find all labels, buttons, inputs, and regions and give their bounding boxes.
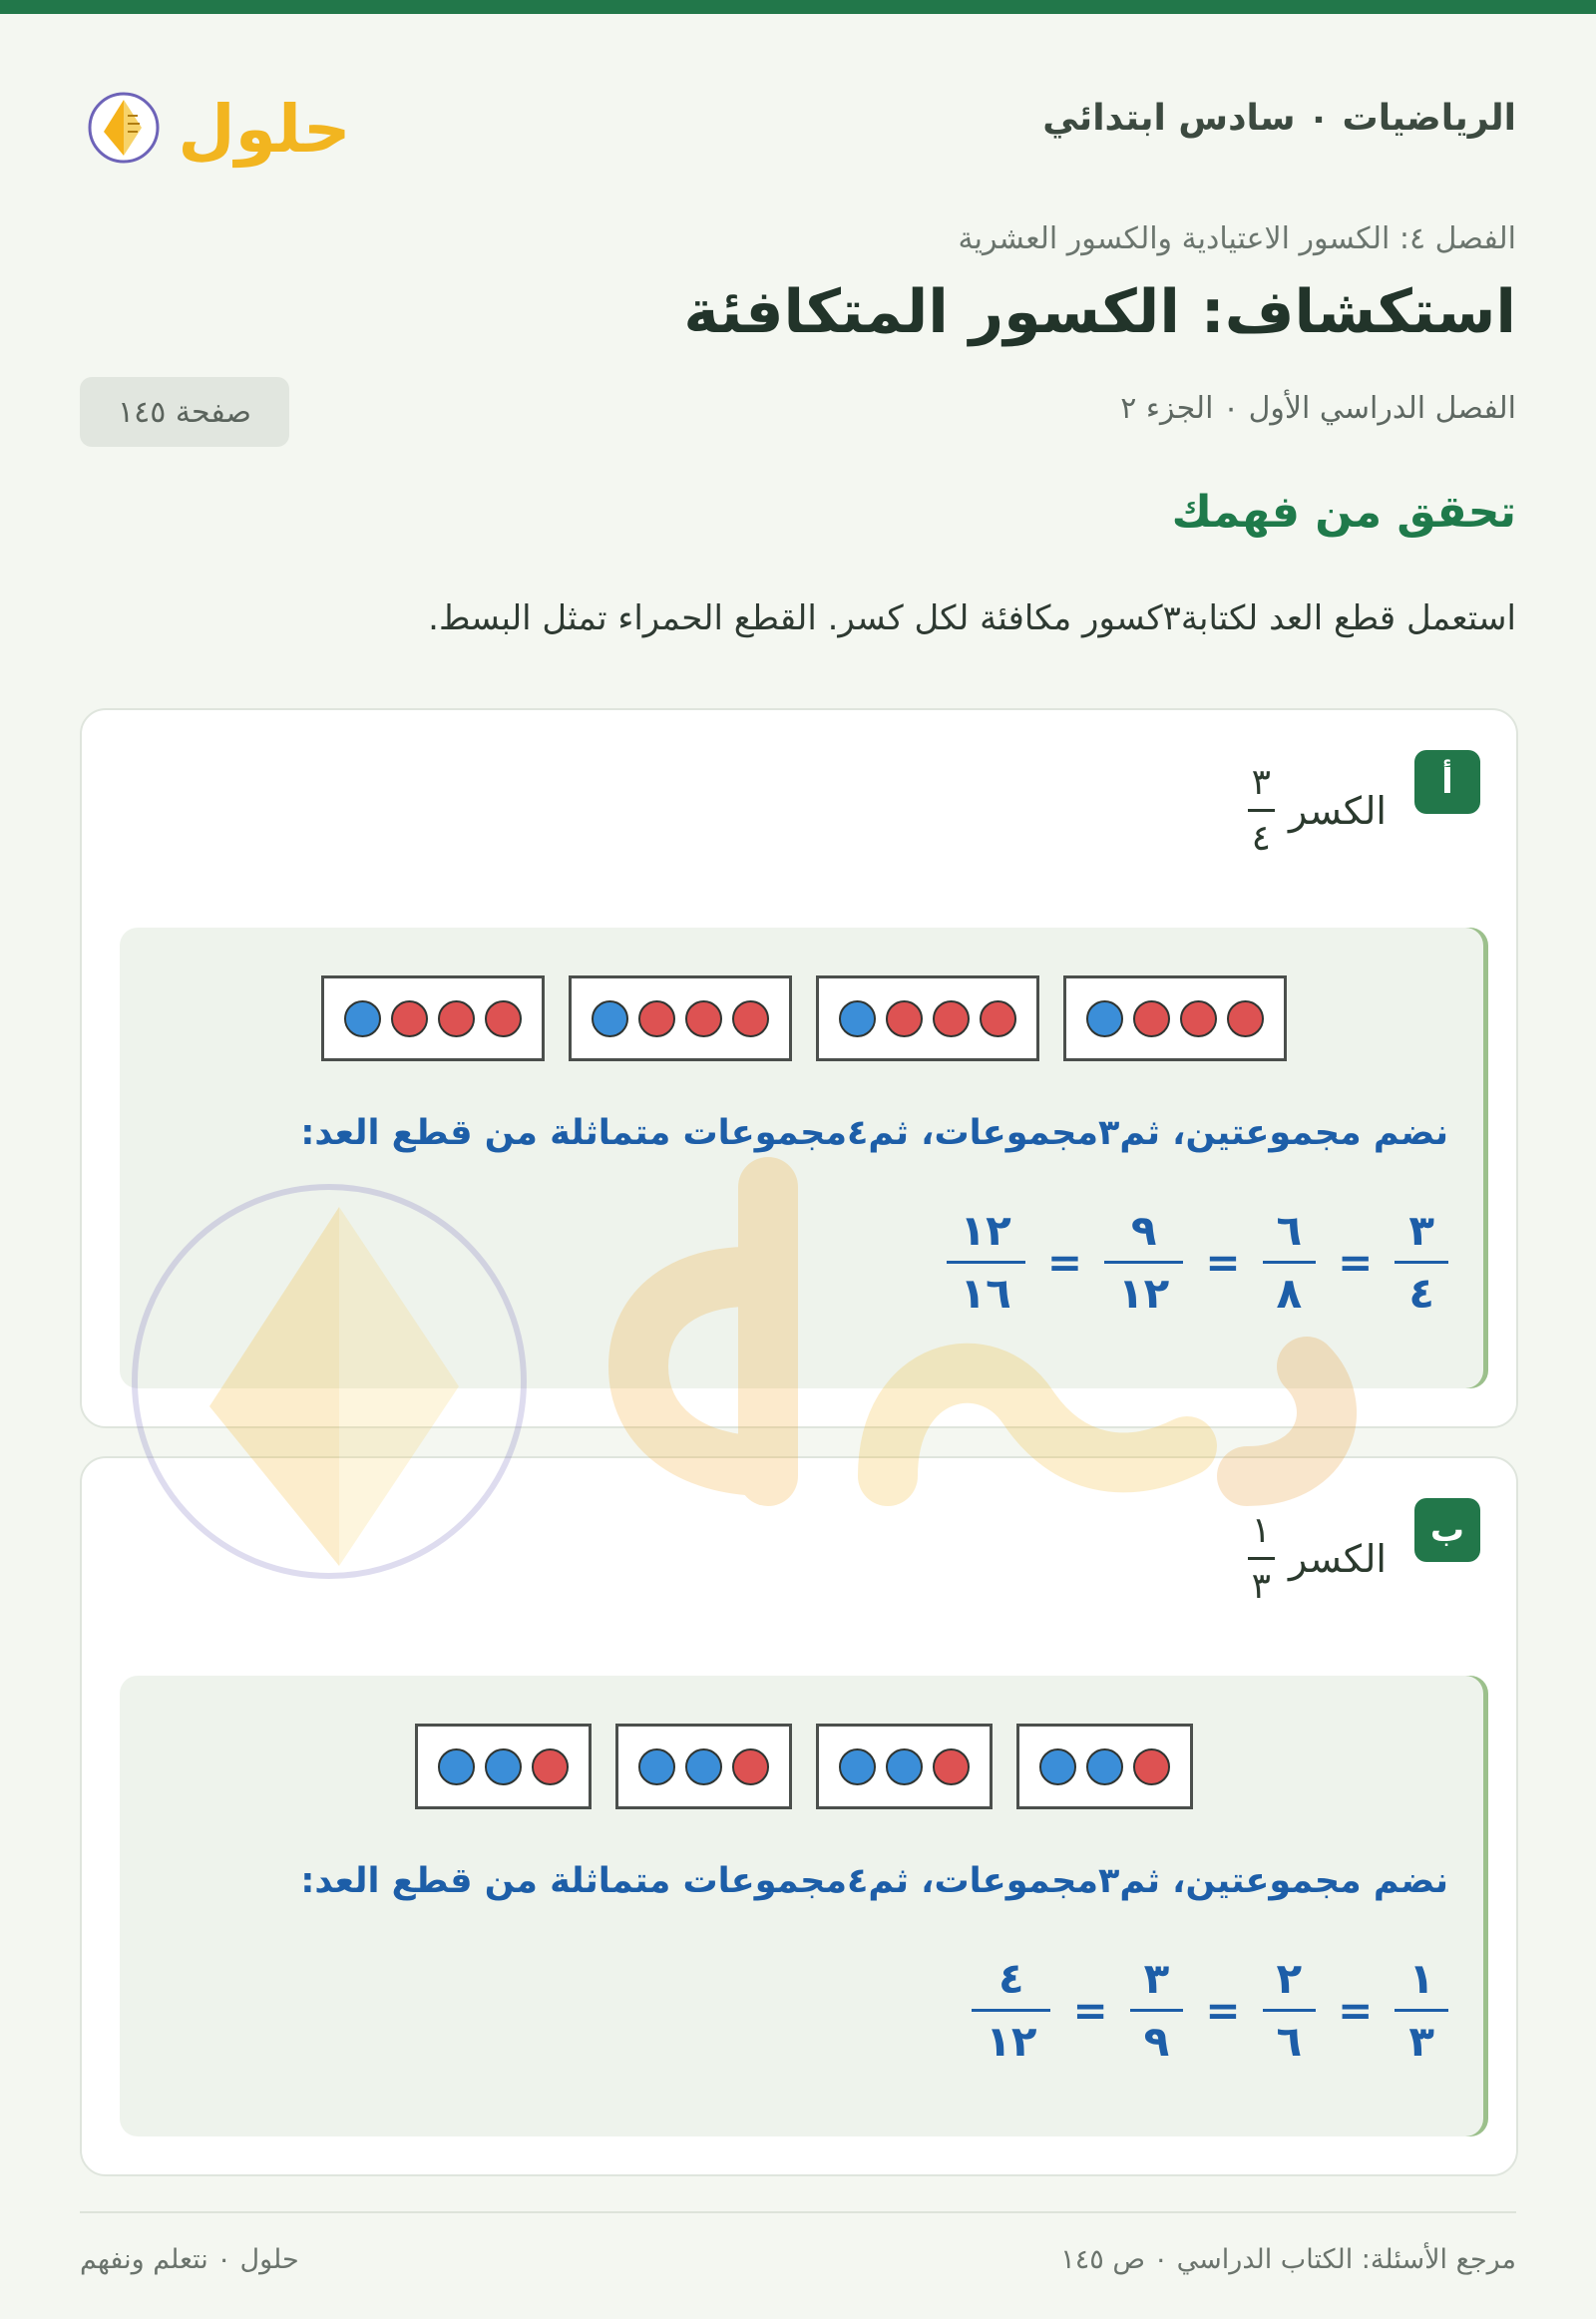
answer-hint: نضم مجموعتين، ثم٣مجموعات، ثم٤مجموعات متماثلة من قطع العد: xyxy=(300,1861,1448,1901)
equivalent-fraction xyxy=(1104,1207,1183,1319)
hulul-logo[interactable] xyxy=(80,70,359,180)
equals-sign: = xyxy=(1046,1238,1083,1288)
red-counter xyxy=(391,1000,428,1037)
blue-counter xyxy=(839,1748,876,1785)
problem-fraction-label xyxy=(1248,762,1387,860)
fraction-numerator: ٣ xyxy=(1408,1206,1434,1255)
fraction-bar xyxy=(947,1261,1025,1264)
fraction-bar xyxy=(1130,2009,1184,2012)
red-counter xyxy=(1133,1748,1170,1785)
red-counter xyxy=(933,1748,970,1785)
red-counter xyxy=(532,1748,569,1785)
counter-group xyxy=(569,975,792,1061)
fraction-denominator: ١٢ xyxy=(986,2017,1037,2067)
blue-counter xyxy=(1086,1748,1123,1785)
given-fraction xyxy=(1248,1510,1275,1608)
fraction-denominator: ٦ xyxy=(1276,2017,1303,2067)
fraction-denominator: ٣ xyxy=(1408,2017,1434,2067)
fraction-denominator: ٤ xyxy=(1408,1269,1434,1319)
fraction-denominator: ١٦ xyxy=(960,1269,1011,1319)
fraction-denominator: ٨ xyxy=(1276,1269,1303,1319)
blue-counter xyxy=(344,1000,381,1037)
red-counter xyxy=(485,1000,522,1037)
equivalent-fractions-equation xyxy=(972,1955,1448,2067)
equivalent-fraction xyxy=(947,1207,1025,1319)
fraction-numerator: ٤ xyxy=(998,1954,1024,2003)
problem-card-a xyxy=(80,708,1518,1428)
answer-panel xyxy=(120,928,1488,1388)
problem-fraction-label xyxy=(1248,1510,1387,1608)
equivalent-fraction xyxy=(1263,1207,1317,1319)
fraction-numerator: ٩ xyxy=(1130,1206,1157,1255)
fraction-denominator: ١٢ xyxy=(1118,1269,1170,1319)
equals-sign: = xyxy=(1072,1986,1108,2036)
red-counter xyxy=(886,1000,923,1037)
fraction-bar xyxy=(1263,1261,1317,1264)
blue-counter xyxy=(592,1000,628,1037)
equivalent-fraction xyxy=(1263,1955,1317,2067)
fraction-numerator: ١ xyxy=(1408,1954,1434,2003)
problem-letter-badge: ب xyxy=(1414,1498,1480,1562)
answer-panel xyxy=(120,1676,1488,2136)
fraction-numerator: ٢ xyxy=(1276,1954,1303,2003)
red-counter xyxy=(1227,1000,1264,1037)
problem-card-b xyxy=(80,1456,1518,2176)
blue-counter xyxy=(438,1748,475,1785)
fraction-word: الكسر xyxy=(1289,1536,1387,1581)
counter-group xyxy=(615,1724,792,1809)
page-header xyxy=(80,70,1516,180)
equals-sign: = xyxy=(1205,1238,1241,1288)
lesson-title: استكشاف: الكسور المتكافئة xyxy=(683,277,1516,347)
equivalent-fraction xyxy=(1130,1955,1184,2067)
counter-group xyxy=(816,975,1039,1061)
fraction-numerator: ٦ xyxy=(1276,1206,1303,1255)
fraction-numerator: ١٢ xyxy=(960,1206,1011,1255)
equals-sign: = xyxy=(1205,1986,1241,2036)
red-counter xyxy=(732,1748,769,1785)
page-number-badge: صفحة ١٤٥ xyxy=(80,377,289,447)
term-part: الفصل الدراسي الأول ٠ الجزء ٢ xyxy=(1120,391,1516,426)
blue-counter xyxy=(1086,1000,1123,1037)
fraction-numerator: ٣ xyxy=(1143,1954,1170,2003)
red-counter xyxy=(638,1000,675,1037)
fraction-bar xyxy=(1395,1261,1448,1264)
equivalent-fraction xyxy=(1395,1955,1448,2067)
logo-wordmark: حلول xyxy=(178,91,351,168)
fraction-denominator: ٤ xyxy=(1251,818,1271,860)
red-counter xyxy=(438,1000,475,1037)
given-fraction xyxy=(1248,762,1275,860)
fraction-bar xyxy=(1395,2009,1448,2012)
top-accent-bar xyxy=(0,0,1596,14)
red-counter xyxy=(1180,1000,1217,1037)
instruction-text: استعمل قطع العد لكتابة٣كسور مكافئة لكل كسر. القطع الحمراء تمثل البسط. xyxy=(428,598,1516,638)
fraction-bar xyxy=(1104,1261,1183,1264)
blue-counter xyxy=(839,1000,876,1037)
red-counter xyxy=(1133,1000,1170,1037)
problem-letter-badge: أ xyxy=(1414,750,1480,814)
fraction-denominator: ٩ xyxy=(1143,2017,1170,2067)
fraction-bar xyxy=(1248,1557,1275,1560)
fraction-bar xyxy=(972,2009,1050,2012)
fraction-numerator: ١ xyxy=(1251,1510,1271,1551)
subject-grade: الرياضيات ٠ سادس ابتدائي xyxy=(1042,98,1516,139)
footer-divider xyxy=(80,2211,1516,2213)
counter-groups xyxy=(120,975,1488,1061)
counter-groups xyxy=(120,1724,1488,1809)
counter-group xyxy=(1016,1724,1193,1809)
counter-group xyxy=(816,1724,993,1809)
counter-group xyxy=(1063,975,1287,1061)
footer-reference: مرجع الأسئلة: الكتاب الدراسي ٠ ص ١٤٥ xyxy=(1060,2244,1516,2275)
fraction-bar xyxy=(1263,2009,1317,2012)
blue-counter xyxy=(886,1748,923,1785)
counter-group xyxy=(321,975,545,1061)
blue-counter xyxy=(685,1748,722,1785)
blue-counter xyxy=(485,1748,522,1785)
red-counter xyxy=(980,1000,1016,1037)
counter-group xyxy=(415,1724,592,1809)
answer-hint: نضم مجموعتين، ثم٣مجموعات، ثم٤مجموعات متماثلة من قطع العد: xyxy=(300,1113,1448,1153)
blue-counter xyxy=(1039,1748,1076,1785)
fraction-numerator: ٣ xyxy=(1251,762,1271,803)
fraction-denominator: ٣ xyxy=(1251,1566,1271,1608)
equivalent-fraction xyxy=(1395,1207,1448,1319)
equals-sign: = xyxy=(1338,1986,1374,2036)
red-counter xyxy=(685,1000,722,1037)
footer-brand: حلول ٠ نتعلم ونفهم xyxy=(80,2244,299,2275)
blue-counter xyxy=(638,1748,675,1785)
equivalent-fraction xyxy=(972,1955,1050,2067)
red-counter xyxy=(732,1000,769,1037)
chapter-title: الفصل ٤: الكسور الاعتيادية والكسور العشرية xyxy=(958,221,1516,256)
fraction-word: الكسر xyxy=(1289,788,1387,833)
red-counter xyxy=(933,1000,970,1037)
section-title: تحقق من فهمك xyxy=(1171,487,1516,538)
fraction-bar xyxy=(1248,809,1275,812)
equals-sign: = xyxy=(1338,1238,1374,1288)
equivalent-fractions-equation xyxy=(947,1207,1448,1319)
